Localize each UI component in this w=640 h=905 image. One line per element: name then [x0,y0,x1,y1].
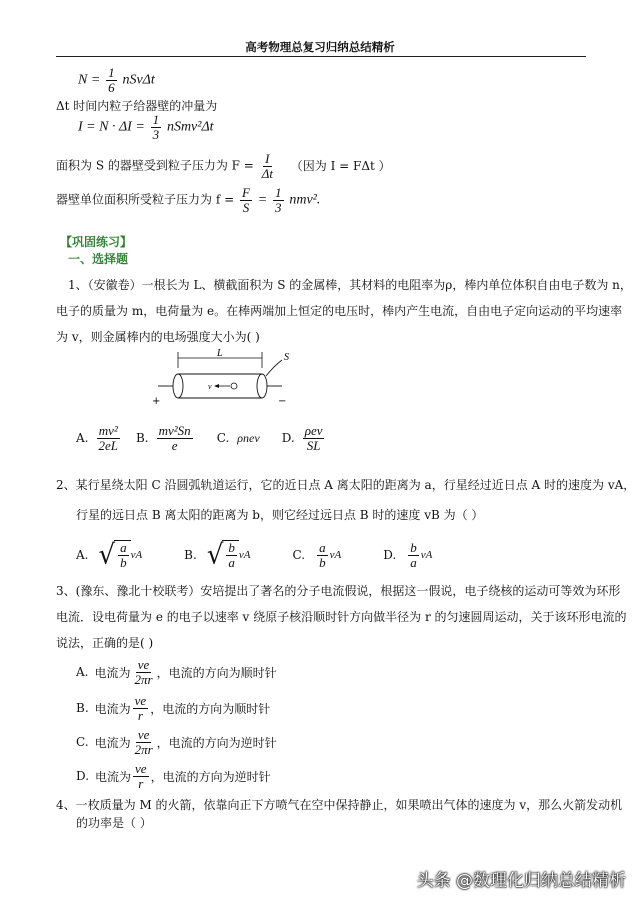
derivation-line2: Δt 时间内粒子给器壁的冲量为 [56,99,218,113]
q3-d-prefix: 电流为 [95,769,132,784]
q2-option-a [98,540,130,570]
velocity-arrow-head [214,384,219,388]
q3-d-suffix: ，电流的方向为逆时针 [150,769,271,784]
line3-prefix: 面积为 S 的器壁受到粒子压力为 F = [56,158,254,173]
eq1-rhs: nSvΔt [122,72,155,88]
rod-right-end [257,374,267,398]
q3-b-den: r [137,707,143,723]
q3-line2: 电流．设电荷量为 e 的电子以速率 v 绕原子核沿顺时针方向做半径为 r 的匀速圆周运动，关于该环形电流的 [56,610,627,624]
line3-fraction [260,152,275,180]
line3-note: （因为 I = FΔt ） [290,158,391,173]
q1-option-d [303,424,325,452]
q2-option-d [408,541,419,569]
q3-line3: 说法，正确的是( ) [56,636,154,650]
line3-den: Δt [261,165,273,181]
eq1-den: 6 [108,79,115,95]
q3-a-num: ve [137,657,150,672]
eq2-lhs: I = N · ΔI = [78,119,145,135]
eq2-rhs: nSmv²Δt [166,119,214,135]
q2-option-a-key: A. [76,548,89,562]
q2-b-suffix: vA [238,549,251,561]
q2-option-b [207,540,239,570]
q3-option-b [76,694,270,722]
line4-den2: 3 [275,199,282,215]
rod-left-end [173,374,183,398]
q1-d-den: SL [306,437,321,453]
q2-b-den: a [228,555,235,570]
q3-option-c [76,728,277,756]
q2-d-den: a [410,554,417,570]
q4-line2: 的功率是（ ） [76,816,152,830]
q3-option-a [76,658,277,686]
q3-c-key: C. [76,735,89,750]
q1-option-c-key: C. [216,431,230,446]
q3-a-den: 2πr [134,671,153,687]
q1-option-a-key: A. [76,431,89,446]
q3-c-num: ve [137,727,150,742]
q1-line1: 1、（安徽卷）一根长为 L、横截面积为 S 的金属棒，其材料的电阻率为ρ，棒内单位体积自由电子数为 n， [68,278,632,292]
q1-option-b [157,424,193,452]
q1-option-c: ρnev [237,430,260,445]
q2-a-suffix: vA [130,549,143,561]
line4-num2: 1 [275,185,282,200]
q2-option-c-key: C. [292,548,306,562]
eq2-num: 1 [152,112,160,127]
q3-b-key: B. [76,701,89,716]
q2-a-num: a [120,540,127,556]
eq1-num: 1 [108,65,115,80]
eq2-fraction [151,113,162,141]
q1-option-a [96,424,120,452]
q4-line1: 4、一枚质量为 M 的火箭，依靠向正下方喷气在空中保持静止，如果喷出气体的速度为 v，那么火箭发动机 [56,798,623,812]
equation-impulse [78,113,214,141]
q2-options [76,540,432,570]
subsection-title: 一、选择题 [68,252,129,266]
q1-b-den: e [171,437,178,453]
line4-den1: S [242,199,250,215]
section-label: 【巩固练习】 [60,235,133,249]
derivation-line4 [56,186,320,214]
minus-sign: − [278,396,287,407]
q3-a-suffix: ，电流的方向为顺时针 [156,665,277,680]
eq1-fraction [106,66,117,94]
page-header-title: 高考物理总复习归纳总结精析 [245,40,395,54]
q2-c-den: b [319,554,326,570]
q2-line2: 行星的远日点 B 离太阳的距离为 b，则它经过远日点 B 时的速度 vB 为（ ） [76,508,484,522]
q1-option-b-key: B. [135,431,149,446]
electron-dot [231,383,237,389]
q1-options [76,424,326,452]
line4-fraction-fs [240,186,252,214]
label-v: v [208,382,212,391]
q3-b-prefix: 电流为 [94,701,131,716]
line4-fraction-third [273,186,284,214]
q2-c-num: a [319,539,326,555]
q3-c-den: 2πr [134,741,153,757]
watermark: 头条 @数理化归纳总结精析 [416,871,626,891]
q2-option-b-key: B. [184,548,197,562]
q3-a-key: A. [76,665,89,680]
q1-line2: 电子的质量为 m，电荷量为 e。在棒两端加上恒定的电压时，棒内产生电流，自由电子定向运动的平均速率 [56,304,623,318]
q3-b-suffix: ，电流的方向为顺时针 [150,701,271,716]
eq1-lhs: N = [78,72,101,88]
q3-b-num: ve [134,693,147,708]
q1-b-num: mv²Sn [158,423,191,438]
q2-d-suffix: vA [420,549,433,561]
q1-d-num: ρev [304,423,323,438]
line4-eq: = [257,192,268,208]
q1-a-num: mv² [98,423,118,438]
q2-a-den: b [120,555,127,570]
q3-c-prefix: 电流为 [94,735,131,750]
label-L: L [217,348,223,359]
q2-line1: 2、某行星绕太阳 C 沿圆弧轨道运行，它的近日点 A 离太阳的距离为 a，行星经过近日点 A 时的速度为 vA， [56,478,636,492]
q1-option-d-key: D. [281,431,295,446]
q3-d-den: r [138,775,144,791]
q3-line1: 3、(豫东、豫北十校联考）安培提出了著名的分子电流假说，根据这一假说，电子绕核的运动可等效为环形 [56,584,621,598]
q1-figure-metal-rod [150,346,310,412]
q3-c-suffix: ，电流的方向为逆时针 [156,735,277,750]
line3-num: I [265,151,270,166]
sqrt-icon: √ [206,539,224,571]
q2-option-d-key: D. [383,548,397,562]
q1-line3: 为 v，则金属棒内的电场强度大小为( ) [56,330,260,344]
s-pointer [266,360,282,376]
line4-num1: F [241,185,250,200]
plus-sign: + [152,396,161,407]
q2-c-suffix: vA [329,549,342,561]
line4-rhs: nmv². [289,192,321,208]
q2-option-c [317,541,328,569]
q1-a-den: 2eL [98,437,118,453]
q2-d-num: b [410,539,417,555]
equation-n [78,66,155,94]
q2-b-num: b [228,540,235,556]
sqrt-icon: √ [98,539,116,571]
derivation-line3 [56,152,391,180]
line4-prefix: 器壁单位面积所受粒子压力为 f = [56,192,235,207]
q3-d-num: ve [135,761,147,776]
q3-d-key: D. [76,769,90,784]
label-S: S [284,352,289,363]
q3-option-d [76,762,271,790]
header-rule [56,56,586,57]
eq2-den: 3 [152,126,160,142]
q3-a-prefix: 电流为 [94,665,131,680]
